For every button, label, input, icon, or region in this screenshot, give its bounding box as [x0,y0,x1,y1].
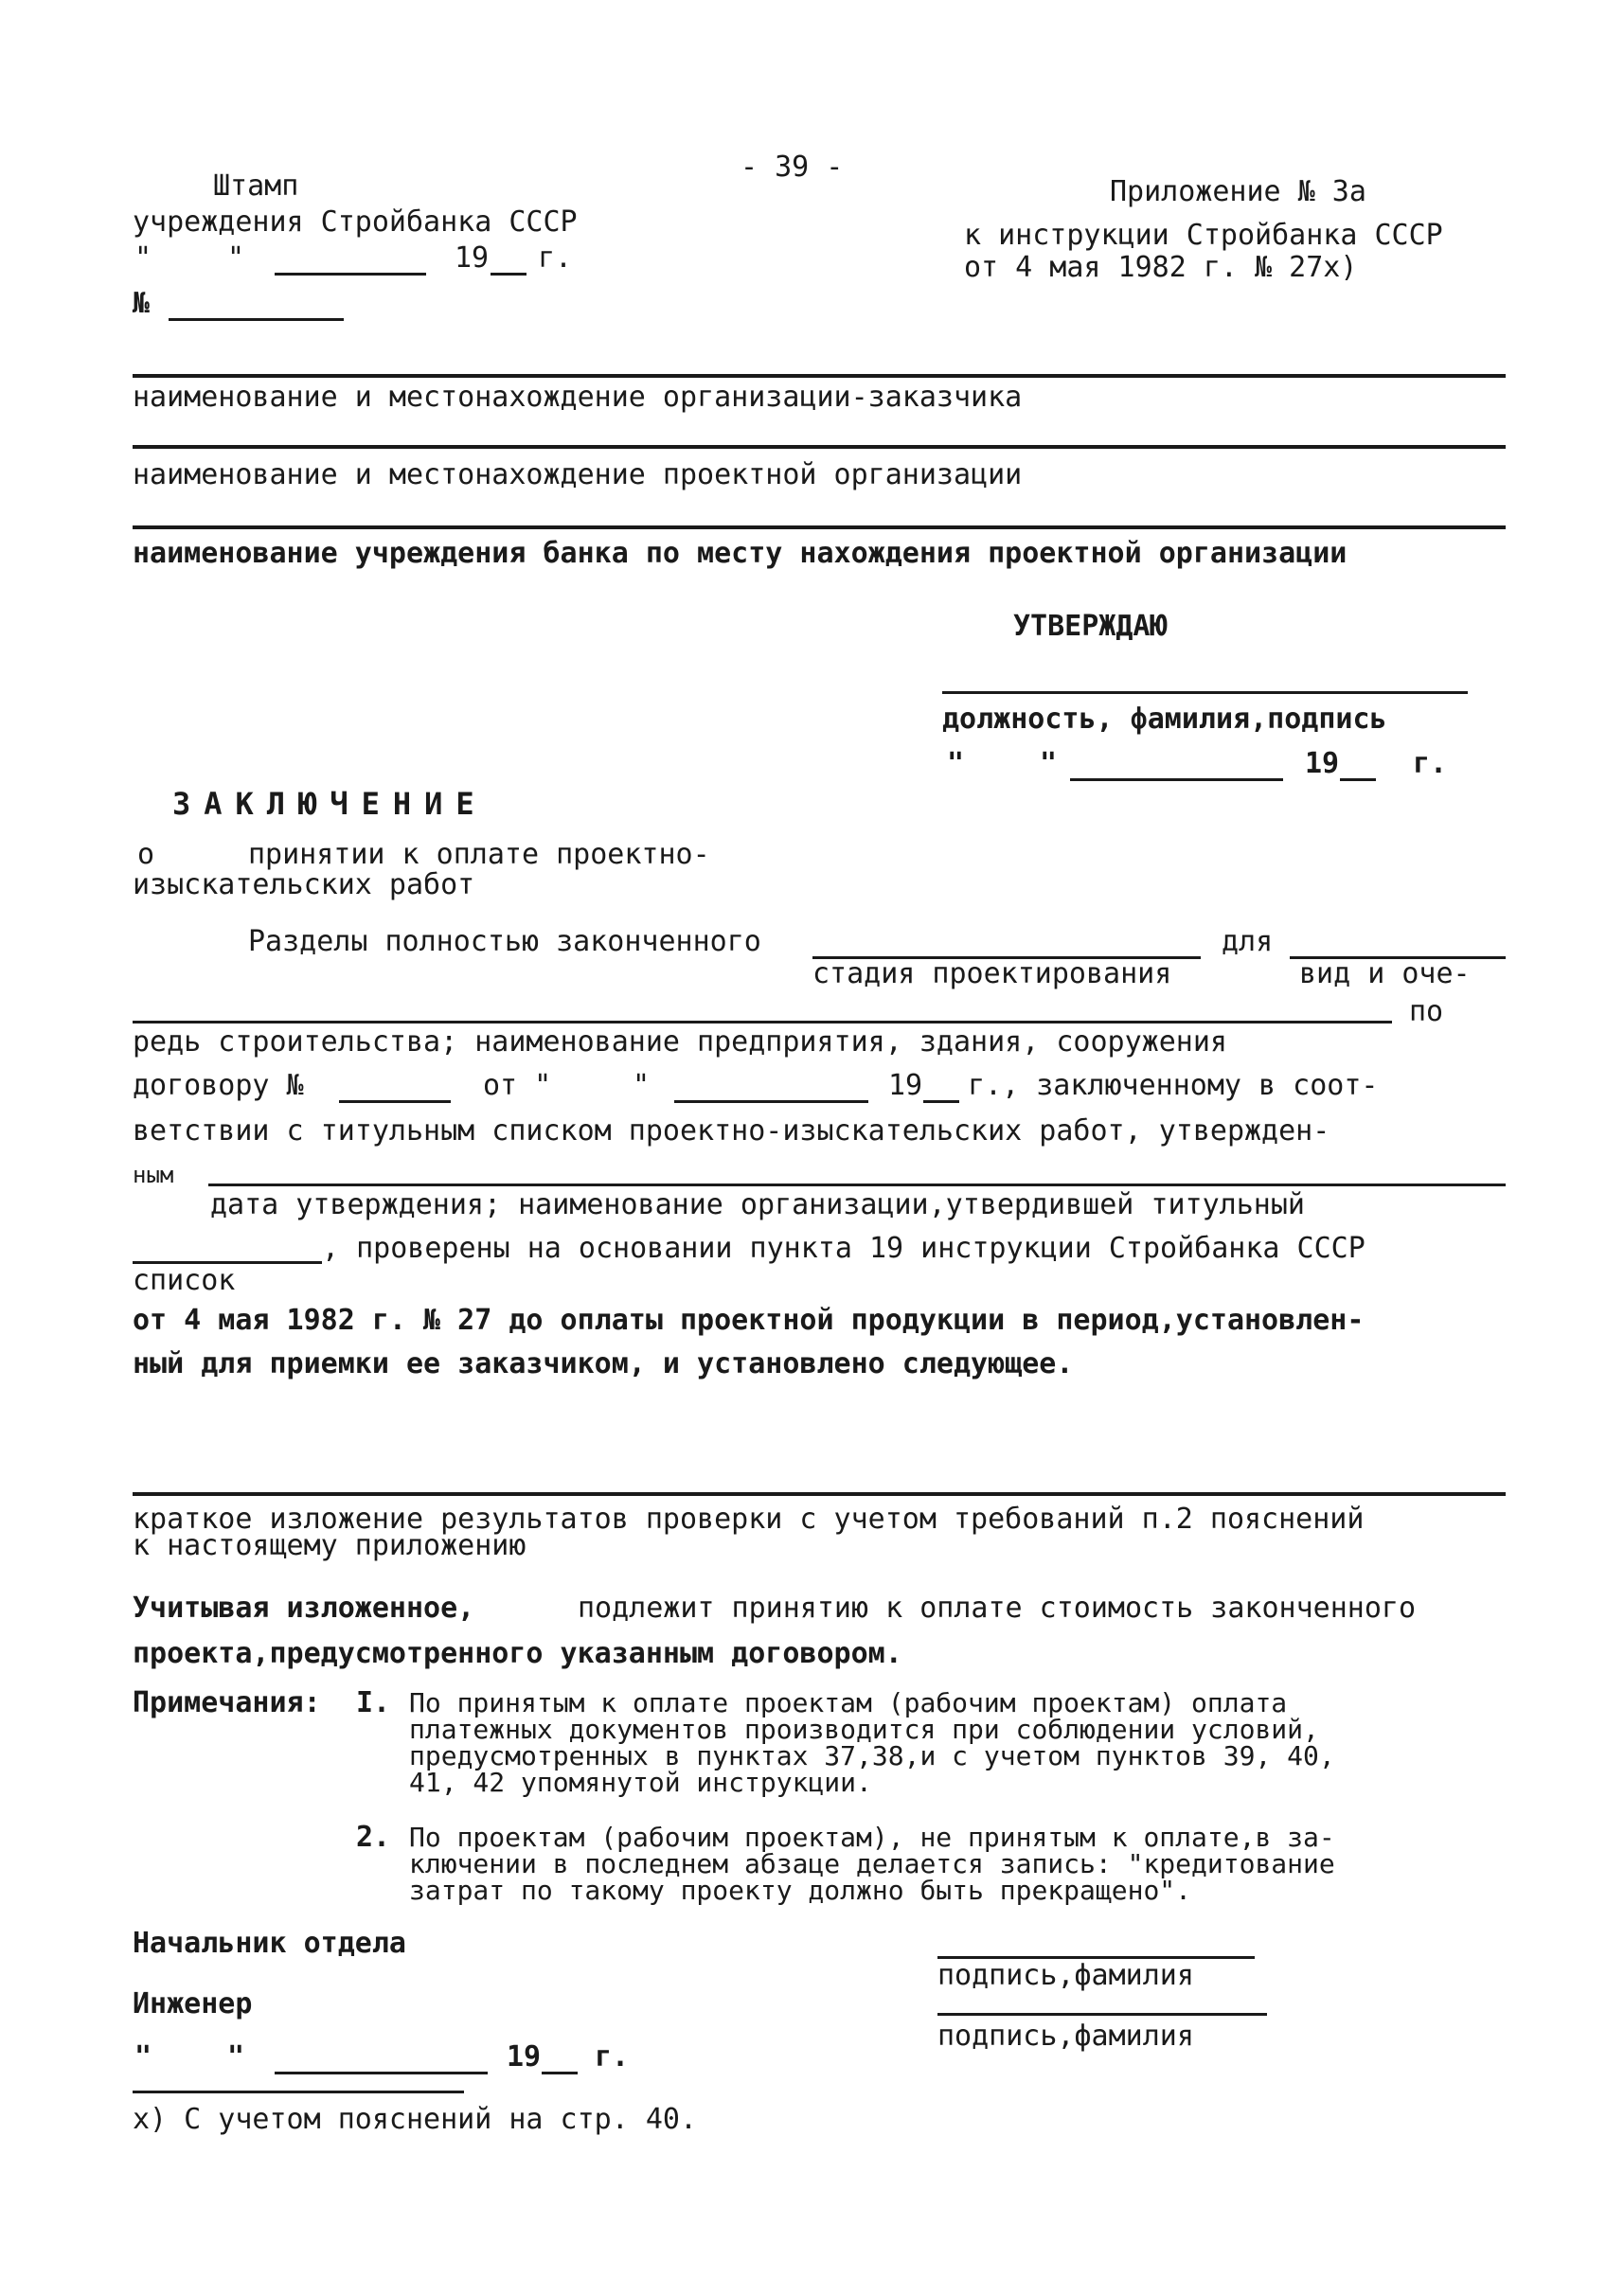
signature-date-year: 19 [507,2040,542,2074]
appendix-date: от 4 мая 1982 г. № 27х) [964,251,1358,284]
stamp-date-quote-open: " [134,241,152,275]
conclusion-subtitle-line1: принятии к оплате проектно- [248,838,710,871]
approval-year-blank [1340,778,1376,781]
signature-year-blank [542,2072,578,2074]
note-2-line1: По проектам (рабочим проектам), не принятым к оплате,в за- [409,1822,1335,1853]
stamp-year-blank [491,273,526,276]
body-for-text: для [1222,925,1274,958]
note-1-line1: По принятым к оплате проектам (рабочим проектам) оплата [409,1687,1288,1718]
signature-date-quote-open: " [134,2040,152,2074]
stamp-number-blank [169,318,344,321]
body-contract-from: от " [483,1069,552,1102]
approval-date-suffix: г. [1413,747,1448,780]
body-line-titular: ветствии с титульным списком проектно-изыскательских работ, утвержден- [133,1114,1330,1148]
engineer-signature-caption: подпись,фамилия [937,2020,1194,2053]
body-approval-caption: дата утверждения; наименование организации,утвердившей титульный [210,1188,1305,1221]
body-kind-caption: вид и оче- [1299,957,1471,990]
body-object-blank [133,1021,1392,1023]
note-1-number: I. [356,1686,391,1719]
note-1-line4: 41, 42 упомянутой инструкции. [409,1767,872,1798]
body-contract-date-blank [674,1100,868,1103]
stamp-date-blank [275,273,426,276]
note-1-line3: предусмотренных в пунктах 37,38,и с учетом пунктов 39, 40, [409,1740,1335,1771]
designer-caption: наименование и местонахождение проектной организации [133,458,1023,491]
stamp-number-sign: № [133,287,151,320]
body-line-established: ный для приемки ее заказчиком, и установлено следующее. [133,1347,1074,1380]
note-2-line2: ключении в последнем абзаце делается запись: "кредитование [409,1848,1335,1879]
stamp-date-suffix: г. [538,241,573,275]
note-1-line2: платежных документов производится при соблюдении условий, [409,1714,1319,1745]
body-checked-text: , проверены на основании пункта 19 инструкции Стройбанка СССР [322,1232,1365,1265]
customer-caption: наименование и местонахождение организации-заказчика [133,381,1023,414]
approval-heading: УТВЕРЖДАЮ [1013,610,1168,643]
summary-caption-line1: краткое изложение результатов проверки с учетом требований п.2 пояснений [133,1503,1365,1536]
summary-blank [133,1492,1506,1496]
body-contract-year: 19 [888,1069,923,1102]
body-contract-rest: г., заключенному в соот- [968,1069,1379,1102]
appendix-instruction: к инструкции Стройбанка СССР [964,219,1443,252]
approval-caption: должность, фамилия,подпись [942,703,1387,736]
engineer-label: Инженер [133,1987,253,2020]
note-2-number: 2. [356,1821,391,1854]
bank-caption: наименование учреждения банка по месту нахождения проектной организации [133,537,1347,570]
body-object-caption: редь строительства; наименование предприятия, здания, сооружения [133,1025,1227,1059]
body-contract-label: договору № [133,1069,304,1102]
approval-date-quote-mid: " [1040,747,1058,780]
footnote: х) С учетом пояснений на стр. 40. [133,2103,698,2136]
head-signature-caption: подпись,фамилия [937,1959,1194,1992]
result-project: проекта,предусмотренного указанным договором. [133,1637,902,1670]
customer-blank [133,374,1506,378]
signature-date-suffix: г. [595,2040,630,2074]
stamp-date-quote-mid: " [227,241,245,275]
result-subject-to-payment: подлежит принятию к оплате стоимость законченного [578,1592,1417,1625]
bank-blank [133,525,1506,529]
appendix-title: Приложение № 3а [1110,175,1366,208]
stamp-title: Штамп [213,169,299,203]
stamp-date-year: 19 [455,241,490,275]
result-considering: Учитывая изложенное, [133,1592,475,1625]
conclusion-subtitle-o: о [137,838,155,871]
body-sections-text: Разделы полностью законченного [248,925,761,958]
body-line-payment: от 4 мая 1982 г. № 27 до оплаты проектной продукции в период,установлен- [133,1304,1365,1337]
body-contract-number-blank [339,1100,451,1103]
signature-date-blank [275,2072,488,2074]
page-number: - 39 - [741,151,844,184]
designer-blank [133,445,1506,449]
body-po-text: по [1409,995,1444,1028]
body-contract-quote: " [633,1069,651,1102]
head-of-department-label: Начальник отдела [133,1927,406,1960]
approval-date-blank [1070,778,1283,781]
approval-blank [942,691,1468,694]
engineer-signature-blank [937,2013,1267,2016]
conclusion-subtitle-line2: изыскательских работ [133,868,475,901]
notes-label: Примечания: [133,1686,321,1719]
approval-date-quote-open: " [947,747,965,780]
approval-date-year: 19 [1305,747,1340,780]
signature-date-quote-mid: " [227,2040,245,2074]
body-list-caption: список [133,1264,236,1297]
stamp-institution: учреждения Стройбанка СССР [133,205,578,239]
body-line-approved: ным [133,1162,174,1188]
summary-caption-line2: к настоящему приложению [133,1529,526,1562]
footnote-separator [133,2091,464,2093]
body-contract-year-blank [923,1100,959,1103]
body-approval-blank [208,1184,1506,1186]
body-stage-caption: стадия проектирования [812,957,1172,990]
conclusion-title: ЗАКЛЮЧЕНИЕ [172,786,488,822]
note-2-line3: затрат по такому проекту должно быть прекращено". [409,1875,1192,1906]
